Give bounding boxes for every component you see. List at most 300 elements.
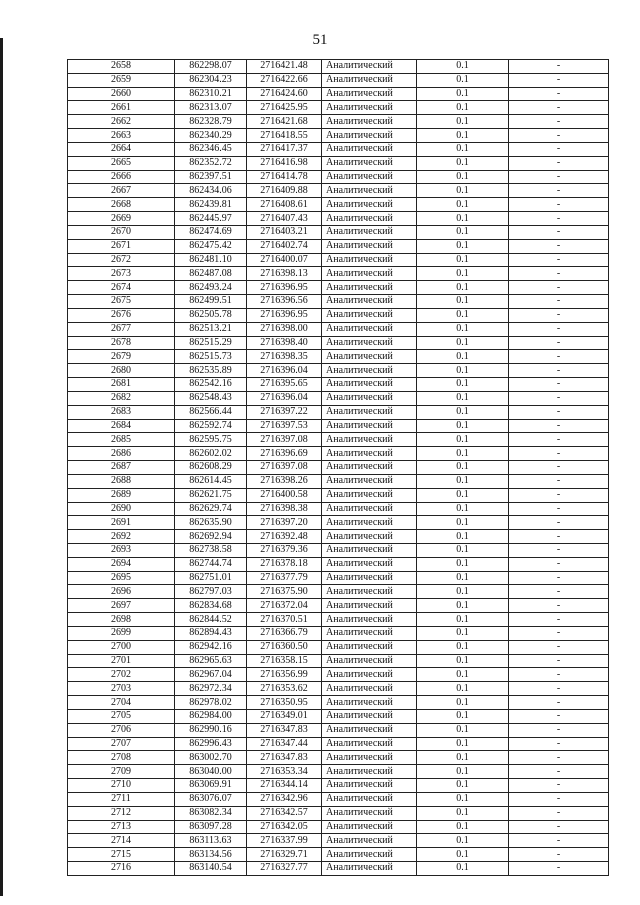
cell-accuracy: 0.1 xyxy=(417,308,509,322)
page-number: 51 xyxy=(312,32,328,48)
table-row xyxy=(68,571,609,585)
cell-accuracy: 0.1 xyxy=(417,378,509,392)
cell-accuracy: 0.1 xyxy=(417,225,509,239)
cell-y: 2716396.04 xyxy=(247,391,322,405)
cell-accuracy: 0.1 xyxy=(417,212,509,226)
cell-x: 862972.34 xyxy=(175,682,247,696)
cell-method: Аналитический xyxy=(322,640,417,654)
cell-n: 2686 xyxy=(68,447,175,461)
cell-x: 862996.43 xyxy=(175,737,247,751)
cell-accuracy: 0.1 xyxy=(417,682,509,696)
cell-n: 2694 xyxy=(68,557,175,571)
cell-y: 2716347.83 xyxy=(247,751,322,765)
cell-note: - xyxy=(509,613,609,627)
cell-x: 862493.24 xyxy=(175,281,247,295)
cell-note: - xyxy=(509,212,609,226)
table-row xyxy=(68,447,609,461)
cell-accuracy: 0.1 xyxy=(417,419,509,433)
table-row xyxy=(68,225,609,239)
cell-n: 2703 xyxy=(68,682,175,696)
cell-note: - xyxy=(509,447,609,461)
cell-x: 862481.10 xyxy=(175,253,247,267)
table-row xyxy=(68,184,609,198)
cell-y: 2716396.95 xyxy=(247,281,322,295)
cell-note: - xyxy=(509,834,609,848)
cell-y: 2716397.08 xyxy=(247,461,322,475)
cell-n: 2677 xyxy=(68,322,175,336)
cell-method: Аналитический xyxy=(322,461,417,475)
cell-note: - xyxy=(509,668,609,682)
cell-n: 2683 xyxy=(68,405,175,419)
table-row xyxy=(68,364,609,378)
table-row xyxy=(68,101,609,115)
table-row xyxy=(68,640,609,654)
cell-x: 862515.73 xyxy=(175,350,247,364)
cell-n: 2672 xyxy=(68,253,175,267)
cell-n: 2661 xyxy=(68,101,175,115)
cell-note: - xyxy=(509,115,609,129)
cell-y: 2716398.00 xyxy=(247,322,322,336)
cell-method: Аналитический xyxy=(322,419,417,433)
table-row xyxy=(68,862,609,876)
cell-x: 862515.29 xyxy=(175,336,247,350)
cell-x: 862635.90 xyxy=(175,516,247,530)
cell-y: 2716347.44 xyxy=(247,737,322,751)
cell-accuracy: 0.1 xyxy=(417,792,509,806)
cell-note: - xyxy=(509,474,609,488)
table-row xyxy=(68,530,609,544)
cell-accuracy: 0.1 xyxy=(417,834,509,848)
cell-x: 862942.16 xyxy=(175,640,247,654)
cell-accuracy: 0.1 xyxy=(417,640,509,654)
cell-note: - xyxy=(509,516,609,530)
cell-note: - xyxy=(509,640,609,654)
cell-x: 862967.04 xyxy=(175,668,247,682)
cell-n: 2715 xyxy=(68,848,175,862)
cell-note: - xyxy=(509,142,609,156)
cell-method: Аналитический xyxy=(322,709,417,723)
cell-note: - xyxy=(509,820,609,834)
cell-y: 2716360.50 xyxy=(247,640,322,654)
cell-x: 862487.08 xyxy=(175,267,247,281)
cell-note: - xyxy=(509,862,609,876)
cell-x: 862844.52 xyxy=(175,613,247,627)
cell-accuracy: 0.1 xyxy=(417,488,509,502)
cell-accuracy: 0.1 xyxy=(417,543,509,557)
cell-n: 2704 xyxy=(68,696,175,710)
cell-y: 2716417.37 xyxy=(247,142,322,156)
scan-left-edge xyxy=(0,38,3,896)
cell-note: - xyxy=(509,488,609,502)
cell-note: - xyxy=(509,737,609,751)
cell-accuracy: 0.1 xyxy=(417,405,509,419)
table-row xyxy=(68,322,609,336)
cell-note: - xyxy=(509,281,609,295)
cell-y: 2716392.48 xyxy=(247,530,322,544)
cell-x: 862397.51 xyxy=(175,170,247,184)
cell-n: 2687 xyxy=(68,461,175,475)
cell-n: 2675 xyxy=(68,295,175,309)
cell-n: 2706 xyxy=(68,723,175,737)
cell-n: 2659 xyxy=(68,73,175,87)
cell-accuracy: 0.1 xyxy=(417,391,509,405)
cell-method: Аналитический xyxy=(322,433,417,447)
cell-y: 2716398.13 xyxy=(247,267,322,281)
cell-n: 2700 xyxy=(68,640,175,654)
table-row xyxy=(68,516,609,530)
cell-x: 862499.51 xyxy=(175,295,247,309)
cell-method: Аналитический xyxy=(322,626,417,640)
cell-x: 862304.23 xyxy=(175,73,247,87)
table-row xyxy=(68,709,609,723)
cell-x: 863069.91 xyxy=(175,779,247,793)
cell-method: Аналитический xyxy=(322,253,417,267)
cell-method: Аналитический xyxy=(322,488,417,502)
cell-n: 2662 xyxy=(68,115,175,129)
cell-method: Аналитический xyxy=(322,751,417,765)
cell-note: - xyxy=(509,654,609,668)
cell-method: Аналитический xyxy=(322,142,417,156)
cell-accuracy: 0.1 xyxy=(417,322,509,336)
cell-note: - xyxy=(509,267,609,281)
cell-accuracy: 0.1 xyxy=(417,502,509,516)
cell-accuracy: 0.1 xyxy=(417,765,509,779)
cell-method: Аналитический xyxy=(322,585,417,599)
cell-x: 862313.07 xyxy=(175,101,247,115)
cell-method: Аналитический xyxy=(322,60,417,74)
cell-y: 2716350.95 xyxy=(247,696,322,710)
cell-method: Аналитический xyxy=(322,295,417,309)
cell-accuracy: 0.1 xyxy=(417,779,509,793)
cell-y: 2716421.48 xyxy=(247,60,322,74)
cell-accuracy: 0.1 xyxy=(417,142,509,156)
cell-n: 2702 xyxy=(68,668,175,682)
cell-accuracy: 0.1 xyxy=(417,101,509,115)
cell-x: 862346.45 xyxy=(175,142,247,156)
cell-accuracy: 0.1 xyxy=(417,571,509,585)
cell-y: 2716395.65 xyxy=(247,378,322,392)
cell-n: 2697 xyxy=(68,599,175,613)
cell-y: 2716379.36 xyxy=(247,543,322,557)
cell-note: - xyxy=(509,502,609,516)
table-row xyxy=(68,461,609,475)
cell-method: Аналитический xyxy=(322,378,417,392)
cell-y: 2716378.18 xyxy=(247,557,322,571)
cell-y: 2716400.58 xyxy=(247,488,322,502)
cell-x: 862990.16 xyxy=(175,723,247,737)
table-row xyxy=(68,170,609,184)
table-row xyxy=(68,419,609,433)
cell-method: Аналитический xyxy=(322,225,417,239)
table-row xyxy=(68,820,609,834)
cell-x: 863002.70 xyxy=(175,751,247,765)
cell-x: 862298.07 xyxy=(175,60,247,74)
cell-accuracy: 0.1 xyxy=(417,696,509,710)
cell-y: 2716327.77 xyxy=(247,862,322,876)
cell-method: Аналитический xyxy=(322,737,417,751)
cell-x: 863082.34 xyxy=(175,806,247,820)
cell-method: Аналитический xyxy=(322,447,417,461)
cell-note: - xyxy=(509,322,609,336)
cell-accuracy: 0.1 xyxy=(417,60,509,74)
cell-note: - xyxy=(509,571,609,585)
cell-method: Аналитический xyxy=(322,723,417,737)
cell-accuracy: 0.1 xyxy=(417,820,509,834)
cell-accuracy: 0.1 xyxy=(417,613,509,627)
cell-n: 2713 xyxy=(68,820,175,834)
cell-note: - xyxy=(509,848,609,862)
cell-y: 2716353.34 xyxy=(247,765,322,779)
cell-accuracy: 0.1 xyxy=(417,626,509,640)
cell-x: 862978.02 xyxy=(175,696,247,710)
cell-x: 862475.42 xyxy=(175,239,247,253)
cell-note: - xyxy=(509,87,609,101)
cell-n: 2669 xyxy=(68,212,175,226)
cell-x: 862439.81 xyxy=(175,198,247,212)
cell-method: Аналитический xyxy=(322,765,417,779)
cell-y: 2716377.79 xyxy=(247,571,322,585)
cell-n: 2679 xyxy=(68,350,175,364)
cell-n: 2707 xyxy=(68,737,175,751)
cell-n: 2682 xyxy=(68,391,175,405)
cell-accuracy: 0.1 xyxy=(417,709,509,723)
cell-method: Аналитический xyxy=(322,862,417,876)
cell-accuracy: 0.1 xyxy=(417,461,509,475)
cell-x: 862434.06 xyxy=(175,184,247,198)
table-row xyxy=(68,654,609,668)
cell-y: 2716398.38 xyxy=(247,502,322,516)
cell-n: 2689 xyxy=(68,488,175,502)
table-row xyxy=(68,433,609,447)
cell-x: 862894.43 xyxy=(175,626,247,640)
cell-y: 2716396.95 xyxy=(247,308,322,322)
cell-note: - xyxy=(509,723,609,737)
cell-y: 2716356.99 xyxy=(247,668,322,682)
cell-n: 2705 xyxy=(68,709,175,723)
table-row xyxy=(68,308,609,322)
cell-note: - xyxy=(509,765,609,779)
cell-note: - xyxy=(509,101,609,115)
cell-accuracy: 0.1 xyxy=(417,170,509,184)
cell-x: 863134.56 xyxy=(175,848,247,862)
cell-x: 862328.79 xyxy=(175,115,247,129)
table-row xyxy=(68,806,609,820)
cell-note: - xyxy=(509,405,609,419)
cell-n: 2690 xyxy=(68,502,175,516)
cell-y: 2716342.05 xyxy=(247,820,322,834)
cell-x: 862352.72 xyxy=(175,156,247,170)
cell-n: 2658 xyxy=(68,60,175,74)
cell-y: 2716416.98 xyxy=(247,156,322,170)
table-row xyxy=(68,474,609,488)
cell-y: 2716358.15 xyxy=(247,654,322,668)
cell-n: 2667 xyxy=(68,184,175,198)
cell-x: 862602.02 xyxy=(175,447,247,461)
cell-n: 2674 xyxy=(68,281,175,295)
table-row xyxy=(68,751,609,765)
cell-y: 2716402.74 xyxy=(247,239,322,253)
cell-y: 2716400.07 xyxy=(247,253,322,267)
cell-x: 863140.54 xyxy=(175,862,247,876)
cell-n: 2680 xyxy=(68,364,175,378)
cell-x: 862310.21 xyxy=(175,87,247,101)
cell-note: - xyxy=(509,336,609,350)
cell-n: 2699 xyxy=(68,626,175,640)
cell-note: - xyxy=(509,184,609,198)
cell-x: 862513.21 xyxy=(175,322,247,336)
table-row xyxy=(68,212,609,226)
cell-accuracy: 0.1 xyxy=(417,723,509,737)
cell-method: Аналитический xyxy=(322,391,417,405)
cell-method: Аналитический xyxy=(322,170,417,184)
cell-n: 2665 xyxy=(68,156,175,170)
cell-y: 2716347.83 xyxy=(247,723,322,737)
cell-n: 2712 xyxy=(68,806,175,820)
coordinates-table xyxy=(67,59,609,876)
cell-y: 2716342.57 xyxy=(247,806,322,820)
cell-n: 2678 xyxy=(68,336,175,350)
cell-x: 862621.75 xyxy=(175,488,247,502)
cell-method: Аналитический xyxy=(322,184,417,198)
cell-accuracy: 0.1 xyxy=(417,253,509,267)
table-row xyxy=(68,488,609,502)
cell-y: 2716353.62 xyxy=(247,682,322,696)
cell-note: - xyxy=(509,391,609,405)
cell-y: 2716396.56 xyxy=(247,295,322,309)
cell-method: Аналитический xyxy=(322,502,417,516)
cell-accuracy: 0.1 xyxy=(417,239,509,253)
cell-y: 2716403.21 xyxy=(247,225,322,239)
cell-method: Аналитический xyxy=(322,599,417,613)
cell-accuracy: 0.1 xyxy=(417,73,509,87)
table-row xyxy=(68,737,609,751)
cell-n: 2693 xyxy=(68,543,175,557)
cell-y: 2716421.68 xyxy=(247,115,322,129)
cell-x: 863076.07 xyxy=(175,792,247,806)
cell-method: Аналитический xyxy=(322,198,417,212)
cell-note: - xyxy=(509,806,609,820)
cell-n: 2711 xyxy=(68,792,175,806)
cell-n: 2670 xyxy=(68,225,175,239)
cell-note: - xyxy=(509,530,609,544)
cell-method: Аналитический xyxy=(322,820,417,834)
cell-method: Аналитический xyxy=(322,779,417,793)
cell-n: 2668 xyxy=(68,198,175,212)
cell-n: 2709 xyxy=(68,765,175,779)
table-row xyxy=(68,60,609,74)
cell-n: 2660 xyxy=(68,87,175,101)
table-row xyxy=(68,281,609,295)
cell-y: 2716349.01 xyxy=(247,709,322,723)
table-row xyxy=(68,253,609,267)
table-row xyxy=(68,557,609,571)
cell-method: Аналитический xyxy=(322,571,417,585)
cell-n: 2676 xyxy=(68,308,175,322)
cell-n: 2691 xyxy=(68,516,175,530)
table-row xyxy=(68,129,609,143)
cell-note: - xyxy=(509,239,609,253)
cell-y: 2716408.61 xyxy=(247,198,322,212)
cell-y: 2716396.69 xyxy=(247,447,322,461)
cell-method: Аналитический xyxy=(322,350,417,364)
table-row xyxy=(68,336,609,350)
cell-n: 2710 xyxy=(68,779,175,793)
cell-x: 862751.01 xyxy=(175,571,247,585)
cell-method: Аналитический xyxy=(322,308,417,322)
cell-note: - xyxy=(509,350,609,364)
table-row xyxy=(68,668,609,682)
cell-n: 2671 xyxy=(68,239,175,253)
cell-accuracy: 0.1 xyxy=(417,848,509,862)
cell-note: - xyxy=(509,779,609,793)
cell-accuracy: 0.1 xyxy=(417,267,509,281)
cell-note: - xyxy=(509,253,609,267)
cell-method: Аналитический xyxy=(322,364,417,378)
cell-note: - xyxy=(509,682,609,696)
cell-accuracy: 0.1 xyxy=(417,862,509,876)
table-row xyxy=(68,765,609,779)
table-row xyxy=(68,682,609,696)
table-row xyxy=(68,198,609,212)
cell-accuracy: 0.1 xyxy=(417,433,509,447)
cell-note: - xyxy=(509,599,609,613)
cell-method: Аналитический xyxy=(322,129,417,143)
cell-y: 2716397.22 xyxy=(247,405,322,419)
cell-accuracy: 0.1 xyxy=(417,557,509,571)
table-row xyxy=(68,391,609,405)
cell-method: Аналитический xyxy=(322,654,417,668)
cell-note: - xyxy=(509,709,609,723)
cell-x: 862548.43 xyxy=(175,391,247,405)
table-row xyxy=(68,156,609,170)
cell-accuracy: 0.1 xyxy=(417,599,509,613)
cell-method: Аналитический xyxy=(322,474,417,488)
table-row xyxy=(68,295,609,309)
cell-x: 862566.44 xyxy=(175,405,247,419)
cell-y: 2716425.95 xyxy=(247,101,322,115)
cell-accuracy: 0.1 xyxy=(417,350,509,364)
cell-x: 862445.97 xyxy=(175,212,247,226)
cell-method: Аналитический xyxy=(322,239,417,253)
cell-note: - xyxy=(509,198,609,212)
cell-y: 2716422.66 xyxy=(247,73,322,87)
cell-accuracy: 0.1 xyxy=(417,156,509,170)
table-row xyxy=(68,543,609,557)
cell-method: Аналитический xyxy=(322,557,417,571)
cell-note: - xyxy=(509,626,609,640)
cell-method: Аналитический xyxy=(322,101,417,115)
table-row xyxy=(68,585,609,599)
cell-note: - xyxy=(509,696,609,710)
cell-method: Аналитический xyxy=(322,336,417,350)
cell-n: 2708 xyxy=(68,751,175,765)
table-row xyxy=(68,723,609,737)
cell-note: - xyxy=(509,585,609,599)
table-row xyxy=(68,267,609,281)
cell-x: 862474.69 xyxy=(175,225,247,239)
cell-y: 2716344.14 xyxy=(247,779,322,793)
cell-accuracy: 0.1 xyxy=(417,806,509,820)
cell-accuracy: 0.1 xyxy=(417,751,509,765)
table-row xyxy=(68,350,609,364)
cell-y: 2716398.26 xyxy=(247,474,322,488)
cell-n: 2701 xyxy=(68,654,175,668)
cell-accuracy: 0.1 xyxy=(417,198,509,212)
cell-method: Аналитический xyxy=(322,267,417,281)
cell-method: Аналитический xyxy=(322,115,417,129)
table-row xyxy=(68,73,609,87)
cell-y: 2716366.79 xyxy=(247,626,322,640)
